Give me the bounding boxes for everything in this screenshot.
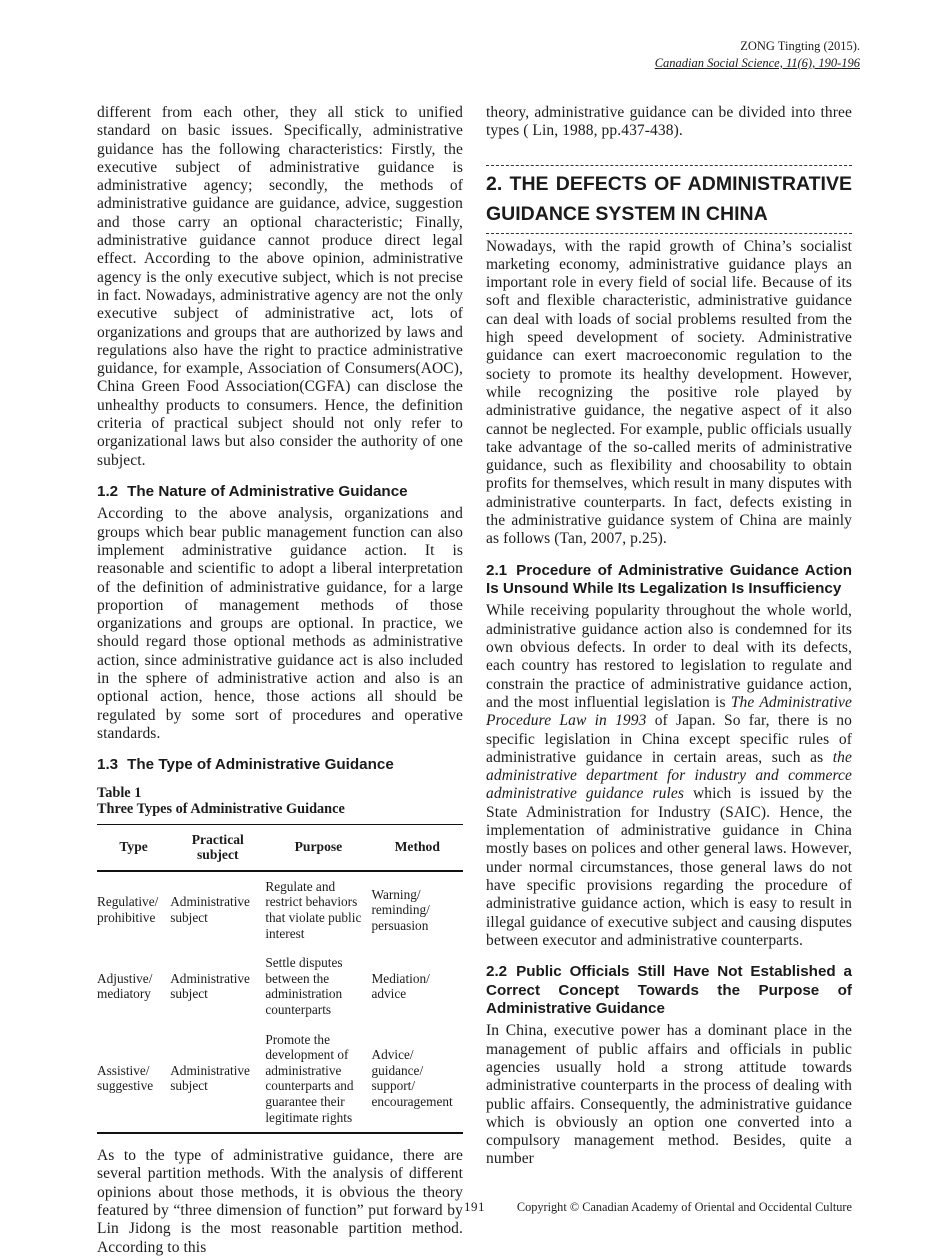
copyright-notice: Copyright © Canadian Academy of Oriental and Occidental Culture (516, 1200, 852, 1214)
table-header-practical-subject: Practical subject (170, 824, 265, 871)
table-caption: Three Types of Administrative Guidance (97, 801, 345, 818)
section-number: 2.1 (486, 561, 508, 579)
section-heading-2 (486, 165, 852, 234)
paragraph (486, 602, 852, 950)
citation-journal: Canadian Social Science, 11(6), 190-196 (654, 56, 860, 70)
cell-purpose: Promote the development of administrative counterparts and guarantee their legitimate rights (265, 1031, 354, 1125)
section-title-line2: GUIDANCE SYSTEM IN CHINA (486, 202, 768, 225)
table-three-types (97, 824, 463, 1135)
paragraph-continuation: different from each other, they all stick to unified standard on basic issues. Specifically, administrative guidance has the following characteristics: Firstly, the executive subject of administrative guidance is administrative agency; secondly, the methods of administrative guidance are guidance, advice, suggestion and those carry an optional characteristic; Finally, administrative guidance cannot produce direct legal effect. According to the above opinion, administrative agency is the only executive subject, which is not precise in fact. Nowadays, administrative agency are not the only executive subject of administrative act, lots of organizations and groups that are authorized by laws and regulations also have the right to practice administrative guidance, for example, Association of Consumers(AOC), China Green Food Association(CGFA) can disclose the unhealthy products to consumers. Hence, the definition criteria of practical subject should not only refer to organizational laws but also consider the authority of one subject. (97, 104, 463, 469)
cell-method: Warning/ reminding/ persuasion (371, 886, 430, 933)
table-header-row (97, 824, 463, 871)
cell-method: Advice/ guidance/ support/ encouragement (371, 1047, 453, 1109)
section-title: Public Officials Still Have Not Established a Correct Concept Towards the Purpose of Administrative Guidance (486, 963, 852, 1017)
section-number: 1.3 (97, 756, 119, 774)
page-number: 191 (464, 1199, 485, 1214)
table-header-type: Type (97, 824, 170, 871)
paragraph-continuation: theory, administrative guidance can be divided into three types ( Lin, 1988, pp.437-438). (486, 104, 852, 140)
table-label: Table 1 (97, 784, 142, 801)
cell-purpose: Regulate and restrict behaviors that violate public interest (265, 878, 362, 941)
text-run: While receiving popularity throughout the whole world, administrative guidance action also is condemned for its own obvious defects. In order to deal with its defects, each country has restored to legislation to regulate and constrain the practice of administrative guidance action, and the most influential legislation is (486, 602, 852, 711)
cell-practical-subject: Administrative subject (170, 894, 250, 925)
text-run: which is issued by the State Administration for Industry (SAIC). Hence, the implementation of administrative guidance in China mostly bases on polices and other general laws. However, under normal circumstances, those general laws do not have specific provisions regarding the procedure of administrative guidance action, which is easy to result in illegal guidance of executive subject and causing disputes between executor and administrative counterparts. (486, 785, 852, 949)
section-title: The Type of Administrative Guidance (127, 756, 394, 774)
cell-type: Assistive/ suggestive (97, 1062, 154, 1094)
running-head (655, 38, 860, 72)
italic-rules-title: the administrative department for industry and commerce administrative guidance rules (486, 748, 852, 803)
two-column-body (97, 104, 852, 1256)
section-title-line1: 2. THE DEFECTS OF ADMINISTRATIVE (486, 172, 852, 195)
section-heading-1-3 (97, 756, 463, 774)
cell-type: Adjustive/ mediatory (97, 970, 153, 1002)
right-column (486, 104, 852, 1256)
section-heading-1-2 (97, 483, 463, 501)
table-row (97, 948, 463, 1024)
cell-method: Mediation/ advice (371, 970, 430, 1002)
section-heading-2-1 (486, 562, 852, 599)
paragraph: In China, executive power has a dominant place in the management of public affairs and officials in public agencies usually hold a strong attitude towards administrative counterparts in the process of dealing with public affairs. Consequently, the administrative guidance which is obviously an option one converted into a compulsory management method. Besides, quite a number (486, 1022, 852, 1168)
citation-author: ZONG Tingting (2015). (740, 39, 860, 53)
table-header-purpose: Purpose (265, 824, 371, 871)
text-run: of Japan. So far, there is no specific legislation in China except specific rules of administrative guidance in certain areas, such as (486, 712, 852, 766)
table-row (97, 1025, 463, 1134)
paragraph: As to the type of administrative guidance, there are several partition methods. With the analysis of different opinions about those methods, it is obvious the theory featured by “three dimension of function” put forward by Lin Jidong is the most reasonable partition method. According to this (97, 1147, 463, 1256)
cell-practical-subject: Administrative subject (170, 1062, 250, 1094)
section-number: 2.2 (486, 963, 508, 981)
paragraph: According to the above analysis, organizations and groups which bear public management function can also implement administrative guidance action. It is reasonable and scientific to adopt a liberal interpretation of the definition of administrative guidance, for a large proportion of management methods of those organizations and groups are optional. In practice, we should regard those optional methods as administrative action, since administrative guidance act is also included in the sphere of administrative action and also is an optional action, hence, those actions all should be regulated by some sort of procedures and operative standards. (97, 505, 463, 742)
left-column (97, 104, 463, 1256)
paragraph: Nowadays, with the rapid growth of China’s socialist marketing economy, administrative guidance plays an important role in every field of social life. Because of its soft and flexible characteristic, administrative guidance can deal with loads of social problems resulted from the high speed development of society. Administrative guidance can exert macroeconomic regulation to the society to promote its healthy development. However, while recognizing the positive role played by administrative guidance, the negative aspect of it also cannot be neglected. For example, public officials usually take advantage of the so-called merits of administrative guidance, such as flexibility and choosability to obtain profits for themselves, which result in many disputes with administrative counterparts. In fact, defects existing in the administrative guidance system of China are mainly as follows (Tan, 2007, p.25). (486, 237, 852, 548)
cell-type: Regulative/ prohibitive (97, 894, 159, 925)
cell-practical-subject: Administrative subject (170, 970, 250, 1002)
section-title: Procedure of Administrative Guidance Action Is Unsound While Its Legalization Is Insufficiency (486, 561, 852, 598)
table-row (97, 871, 463, 948)
section-title: The Nature of Administrative Guidance (127, 482, 408, 500)
table-header-method: Method (371, 824, 463, 871)
section-number: 1.2 (97, 482, 119, 500)
section-heading-2-2 (486, 963, 852, 1018)
cell-purpose: Settle disputes between the administration counterparts (265, 955, 343, 1017)
italic-law-title: The Administrative Procedure Law in 1993 (486, 693, 852, 730)
